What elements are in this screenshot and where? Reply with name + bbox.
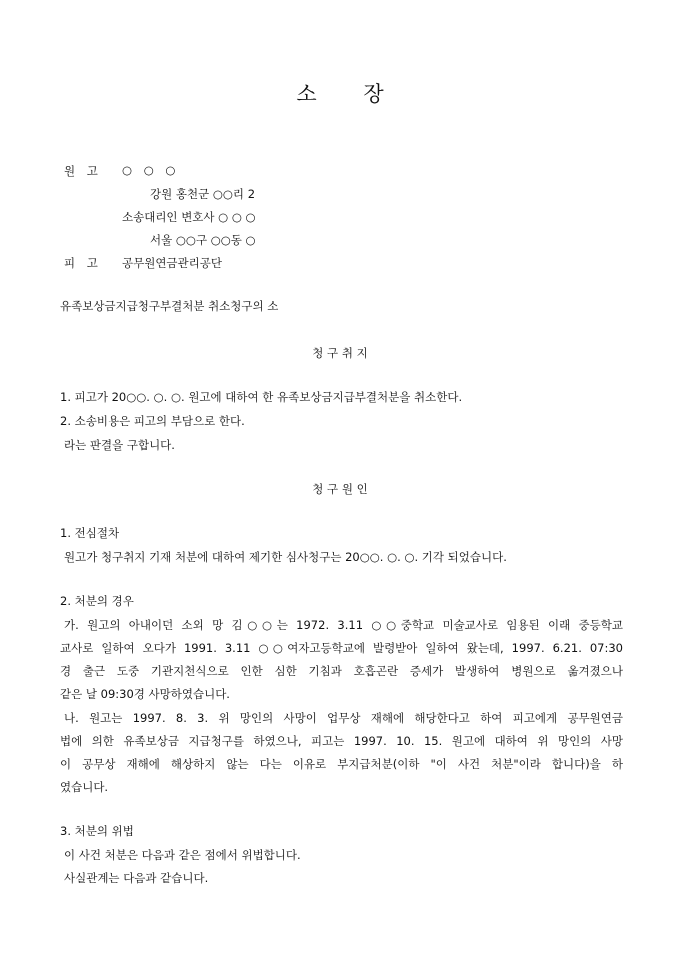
section-text: 가. 원고의 아내이던 소외 망 김○○는 1972. 3.11 ○○중학교 미술교사로 임용된 이래 중등학교 [64, 618, 623, 632]
section-text: 법에 의한 유족보상금 지급청구를 하였으나, 피고는 1997. 10. 15. 원고에 대하여 위 망인의 사망 [60, 734, 623, 748]
plaintiff-name: ○ ○ ○ [122, 163, 176, 177]
section-text: 경 출근 도중 기관지천식으로 인한 심한 기침과 호흡곤란 증세가 발생하여 병원으로 옮겨졌으나 [60, 664, 623, 678]
section-title: 2. 처분의 경우 [60, 594, 134, 608]
plaintiff-label: 원 고 [64, 164, 98, 178]
section-text: 사실관계는 다음과 같습니다. [64, 871, 209, 885]
section-title: 1. 전심절차 [60, 526, 120, 540]
plaintiff-address: 강원 홍천군 ○○리 2 [150, 187, 256, 201]
claim-purpose-heading: 청 구 취 지 [312, 346, 368, 360]
section-text: 였습니다. [60, 780, 109, 794]
section-title: 3. 처분의 위법 [60, 824, 134, 838]
section-text: 이 공무상 재해에 해상하지 않는 다는 이유로 부지급처분(이하 "이 사건 처분"이라 합니다)을 하 [60, 757, 623, 771]
defendant-label: 피 고 [64, 256, 98, 270]
section-text: 같은 날 09:30경 사망하였습니다. [60, 687, 230, 701]
section-text: 원고가 청구취지 기재 처분에 대하여 제기한 심사청구는 20○○. ○. ○. 기각 되었습니다. [64, 550, 507, 564]
document-title: 소 장 [296, 82, 384, 106]
attorney-address: 서울 ○○구 ○○동 ○ [150, 233, 256, 247]
attorney: 소송대리인 변호사 ○ ○ ○ [122, 210, 256, 224]
section-text: 교사로 일하여 오다가 1991. 3.11 ○○여자고등학교에 발령받아 일하여 왔는데, 1997. 6.21. 07:30 [60, 641, 623, 655]
section-text: 이 사건 처분은 다음과 같은 점에서 위법합니다. [64, 848, 301, 862]
defendant-name: 공무원연금관리공단 [122, 256, 222, 270]
claim-purpose-item: 2. 소송비용은 피고의 부담으로 한다. [60, 414, 245, 428]
claim-cause-heading: 청 구 원 인 [312, 482, 368, 496]
section-text: 나. 원고는 1997. 8. 3. 위 망인의 사망이 업무상 재해에 해당한다고 하여 피고에게 공무원연금 [64, 711, 623, 725]
case-title: 유족보상금지급청구부결처분 취소청구의 소 [60, 299, 279, 313]
claim-purpose-item: 라는 판결을 구합니다. [64, 438, 175, 452]
claim-purpose-item: 1. 피고가 20○○. ○. ○. 원고에 대하여 한 유족보상금지급부결처분을 취소한다. [60, 390, 463, 404]
